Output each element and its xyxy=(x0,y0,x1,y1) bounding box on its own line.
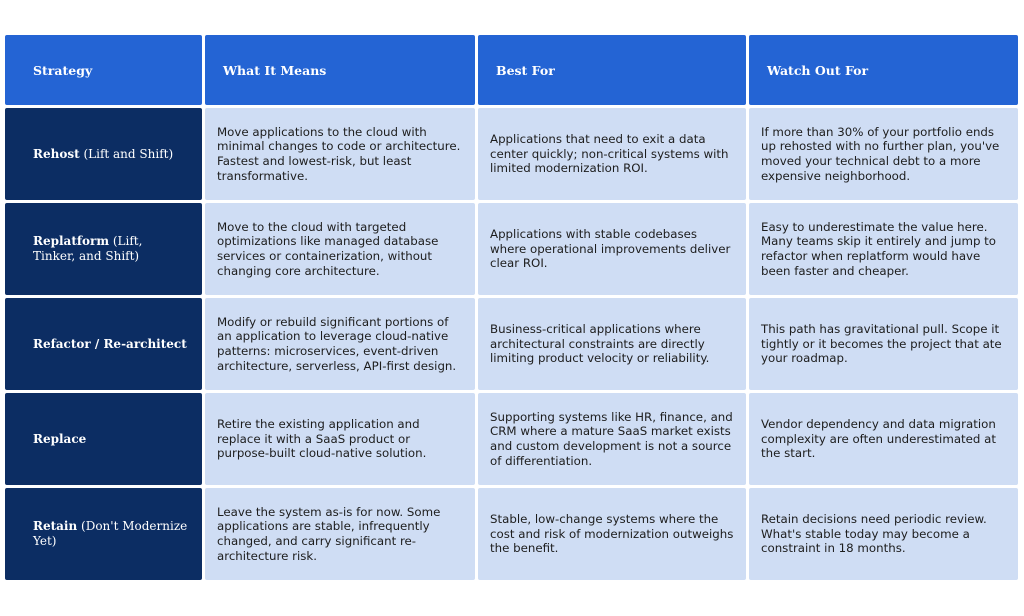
watch-out-text: This path has gravitational pull. Scope it tightly or it becomes the project that ate your roadmap. xyxy=(761,322,1002,366)
strategy-text xyxy=(33,519,188,549)
strategy-text xyxy=(33,234,188,264)
means-cell xyxy=(205,108,475,200)
means-cell xyxy=(205,203,475,295)
strategy-text xyxy=(33,432,86,447)
watch-out-cell xyxy=(749,108,1018,200)
watch-out-text: Retain decisions need periodic review. What's stable today may become a constraint in 18 months. xyxy=(761,512,987,556)
best-for-cell xyxy=(478,393,746,485)
strategy-name: Retain xyxy=(33,519,78,533)
header-what-it-means xyxy=(205,35,475,105)
strategy-text xyxy=(33,147,173,162)
strategy-name: Replace xyxy=(33,431,87,446)
best-for-text: Supporting systems like HR, finance, and CRM where a mature SaaS market exists and custom development is not a source of differentiation. xyxy=(490,409,733,468)
strategy-cell-refactor xyxy=(5,298,202,390)
strategy-text xyxy=(33,337,187,352)
best-for-text: Stable, low-change systems where the cost and risk of modernization outweighs the benefit. xyxy=(490,512,734,556)
best-for-cell xyxy=(478,203,746,295)
watch-out-text: If more than 30% of your portfolio ends up rehosted with no further plan, you've moved your technical debt to a more expensive neighborhood. xyxy=(761,124,1000,183)
header-label: What It Means xyxy=(223,62,327,78)
means-text: Retire the existing application and replace it with a SaaS product or purpose-built cloud-native solution. xyxy=(217,417,427,461)
header-label: Best For xyxy=(496,62,555,78)
strategy-name: Refactor / Re-architect xyxy=(33,336,187,351)
strategy-suffix: (Don't Modernize Yet) xyxy=(33,519,188,548)
strategy-cell-replace xyxy=(5,393,202,485)
strategy-name: Replatform xyxy=(33,234,110,248)
strategy-suffix: (Lift and Shift) xyxy=(79,146,174,161)
watch-out-cell xyxy=(749,488,1018,580)
means-cell xyxy=(205,393,475,485)
best-for-text: Business-critical applications where architectural constraints are directly limiting product velocity or reliability. xyxy=(490,322,710,366)
best-for-cell xyxy=(478,298,746,390)
watch-out-cell xyxy=(749,393,1018,485)
best-for-text: Applications with stable codebases where operational improvements deliver clear ROI. xyxy=(490,227,731,271)
header-watch-out-for xyxy=(749,35,1018,105)
strategy-name: Rehost xyxy=(33,146,80,161)
header-strategy xyxy=(5,35,202,105)
means-cell xyxy=(205,298,475,390)
means-text: Move to the cloud with targeted optimizations like managed database services or containerization, without changing core architecture. xyxy=(217,219,439,278)
header-best-for xyxy=(478,35,746,105)
strategy-cell-retain xyxy=(5,488,202,580)
strategy-table xyxy=(5,35,1019,580)
watch-out-cell xyxy=(749,298,1018,390)
strategy-suffix: (Lift, Tinker, and Shift) xyxy=(33,234,143,263)
best-for-cell xyxy=(478,108,746,200)
header-label: Strategy xyxy=(33,62,93,78)
best-for-text: Applications that need to exit a data center quickly; non-critical systems with limited modernization ROI. xyxy=(490,132,729,176)
best-for-cell xyxy=(478,488,746,580)
watch-out-cell xyxy=(749,203,1018,295)
watch-out-text: Easy to underestimate the value here. Many teams skip it entirely and jump to refactor when replatform would have been faster and cheaper. xyxy=(761,219,997,278)
strategy-cell-rehost xyxy=(5,108,202,200)
strategy-cell-replatform xyxy=(5,203,202,295)
means-text: Modify or rebuild significant portions of an application to leverage cloud-native patterns: microservices, event-driven architecture, serverless, API-first design. xyxy=(217,314,457,373)
means-text: Leave the system as-is for now. Some applications are stable, infrequently changed, and carry significant re-architecture risk. xyxy=(217,504,441,563)
header-label: Watch Out For xyxy=(767,62,869,78)
means-cell xyxy=(205,488,475,580)
means-text: Move applications to the cloud with minimal changes to code or architecture. Fastest and lowest-risk, but least transformative. xyxy=(217,124,461,183)
watch-out-text: Vendor dependency and data migration complexity are often underestimated at the start. xyxy=(761,417,997,461)
